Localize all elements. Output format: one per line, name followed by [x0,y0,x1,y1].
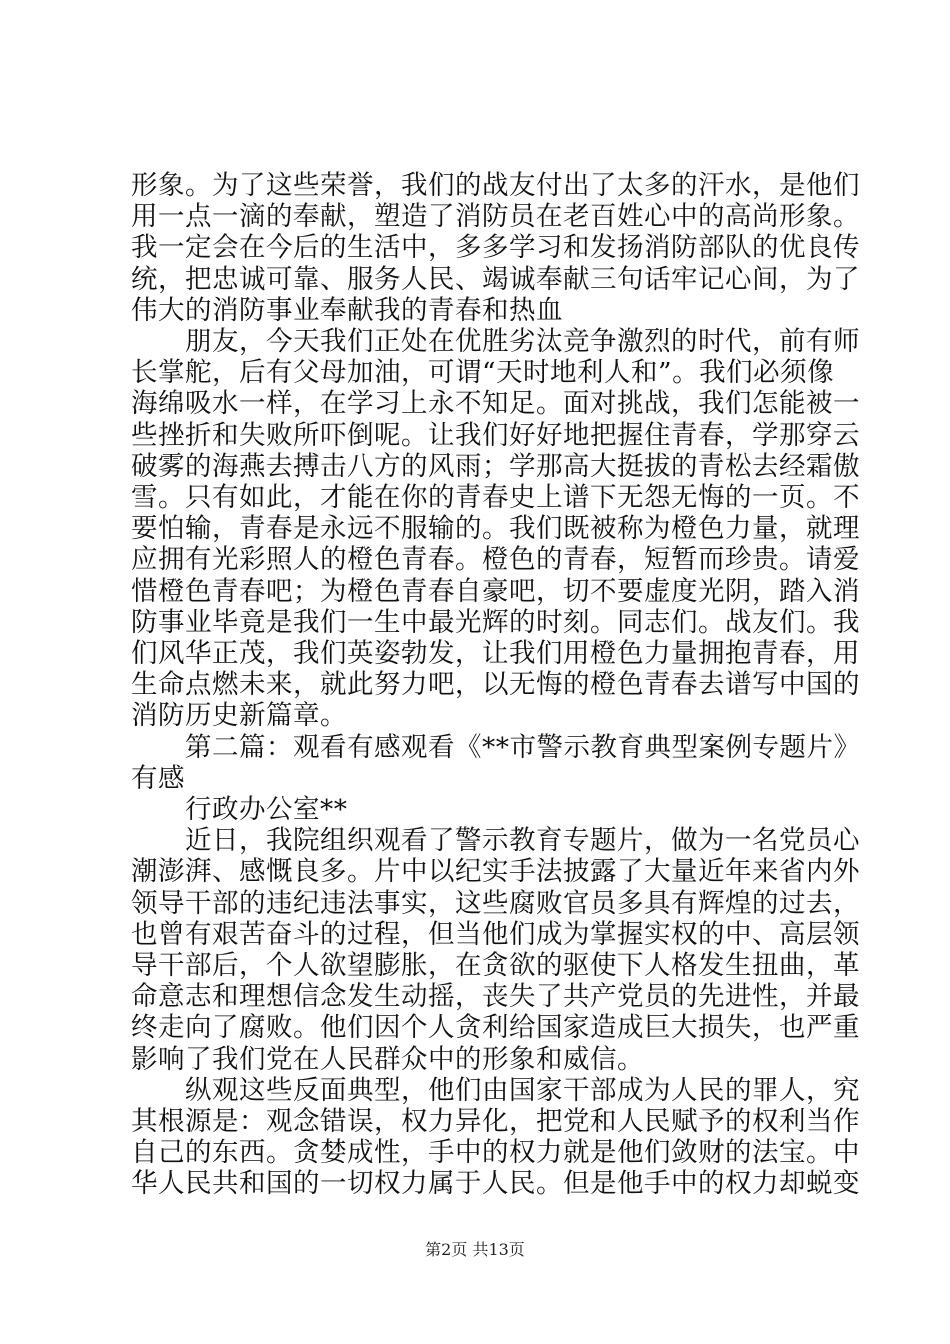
text-line: 统，把忠诚可靠、服务人民、竭诚奉献三句话牢记心间，为了 [131,263,860,295]
text-line: 用一点一滴的奉献，塑造了消防员在老百姓心中的高尚形象。 [131,201,860,233]
text-line: 命意志和理想信念发生动摇，丧失了共产党员的先进性，并最 [131,981,860,1013]
page-number: 第2页 共13页 [425,1240,525,1259]
text-line: 惜橙色青春吧；为橙色青春自豪吧，切不要虚度光阴，踏入消 [131,575,860,607]
text-line: 领导干部的违纪违法事实，这些腐败官员多具有辉煌的过去， [131,887,860,919]
section-heading: 有感 [131,762,185,794]
text-line: 消防历史新篇章。 [131,700,347,732]
text-line: 海绵吸水一样，在学习上永不知足。面对挑战，我们怎能被一 [131,388,860,420]
text-line: 近日，我院组织观看了警示教育专题片，做为一名党员心 [131,825,860,857]
text-line: 朋友，今天我们正处在优胜劣汰竞争激烈的时代，前有师 [131,326,860,357]
text-line: 形象。为了这些荣誉，我们的战友付出了太多的汗水，是他们 [131,170,860,201]
text-line: 雪。只有如此，才能在你的青春史上谱下无怨无悔的一页。不 [131,482,860,513]
text-line: 华人民共和国的一切权力属于人民。但是他手中的权力却蜕变 [131,1168,860,1200]
text-line: 导干部后，个人欲望膨胀，在贪欲的驱使下人格发生扭曲，革 [131,950,860,981]
text-line: 要怕输，青春是永远不服输的。我们既被称为橙色力量，就理 [131,513,860,545]
text-line: 纵观这些反面典型，他们由国家干部成为人民的罪人，究 [131,1074,860,1106]
text-line: 们风华正茂，我们英姿勃发，让我们用橙色力量拥抱青春，用 [131,638,860,669]
text-line: 潮澎湃、感慨良多。片中以纪实手法披露了大量近年来省内外 [131,856,860,888]
text-line: 终走向了腐败。他们因个人贪利给国家造成巨大损失，也严重 [131,1012,860,1044]
text-line: 生命点燃未来，就此努力吧，以无悔的橙色青春去谱写中国的 [131,669,860,701]
section-heading: 第二篇：观看有感观看《**市警示教育典型案例专题片》 [131,731,861,763]
text-line: 其根源是：观念错误，权力异化，把党和人民赋予的权利当作 [131,1106,860,1137]
author-line: 行政办公室** [131,794,348,825]
text-line: 长掌舵，后有父母加油，可谓“天时地利人和”。我们必须像 [131,357,835,389]
text-line: 我一定会在今后的生活中，多多学习和发扬消防部队的优良传 [131,232,860,264]
page-footer [0,1240,950,1260]
text-line: 伟大的消防事业奉献我的青春和热血 [131,294,563,326]
text-line: 应拥有光彩照人的橙色青春。橙色的青春，短暂而珍贵。请爱 [131,544,860,576]
text-line: 防事业毕竟是我们一生中最光辉的时刻。同志们。战友们。我 [131,606,860,638]
text-line: 影响了我们党在人民群众中的形象和威信。 [131,1043,644,1075]
text-line: 些挫折和失败所吓倒呢。让我们好好地把握住青春，学那穿云 [131,419,860,451]
text-line: 自己的东西。贪婪成性，手中的权力就是他们敛财的法宝。中 [131,1137,860,1169]
text-line: 也曾有艰苦奋斗的过程，但当他们成为掌握实权的中、高层领 [131,918,860,950]
text-line: 破雾的海燕去搏击八方的风雨；学那高大挺拔的青松去经霜傲 [131,450,860,482]
